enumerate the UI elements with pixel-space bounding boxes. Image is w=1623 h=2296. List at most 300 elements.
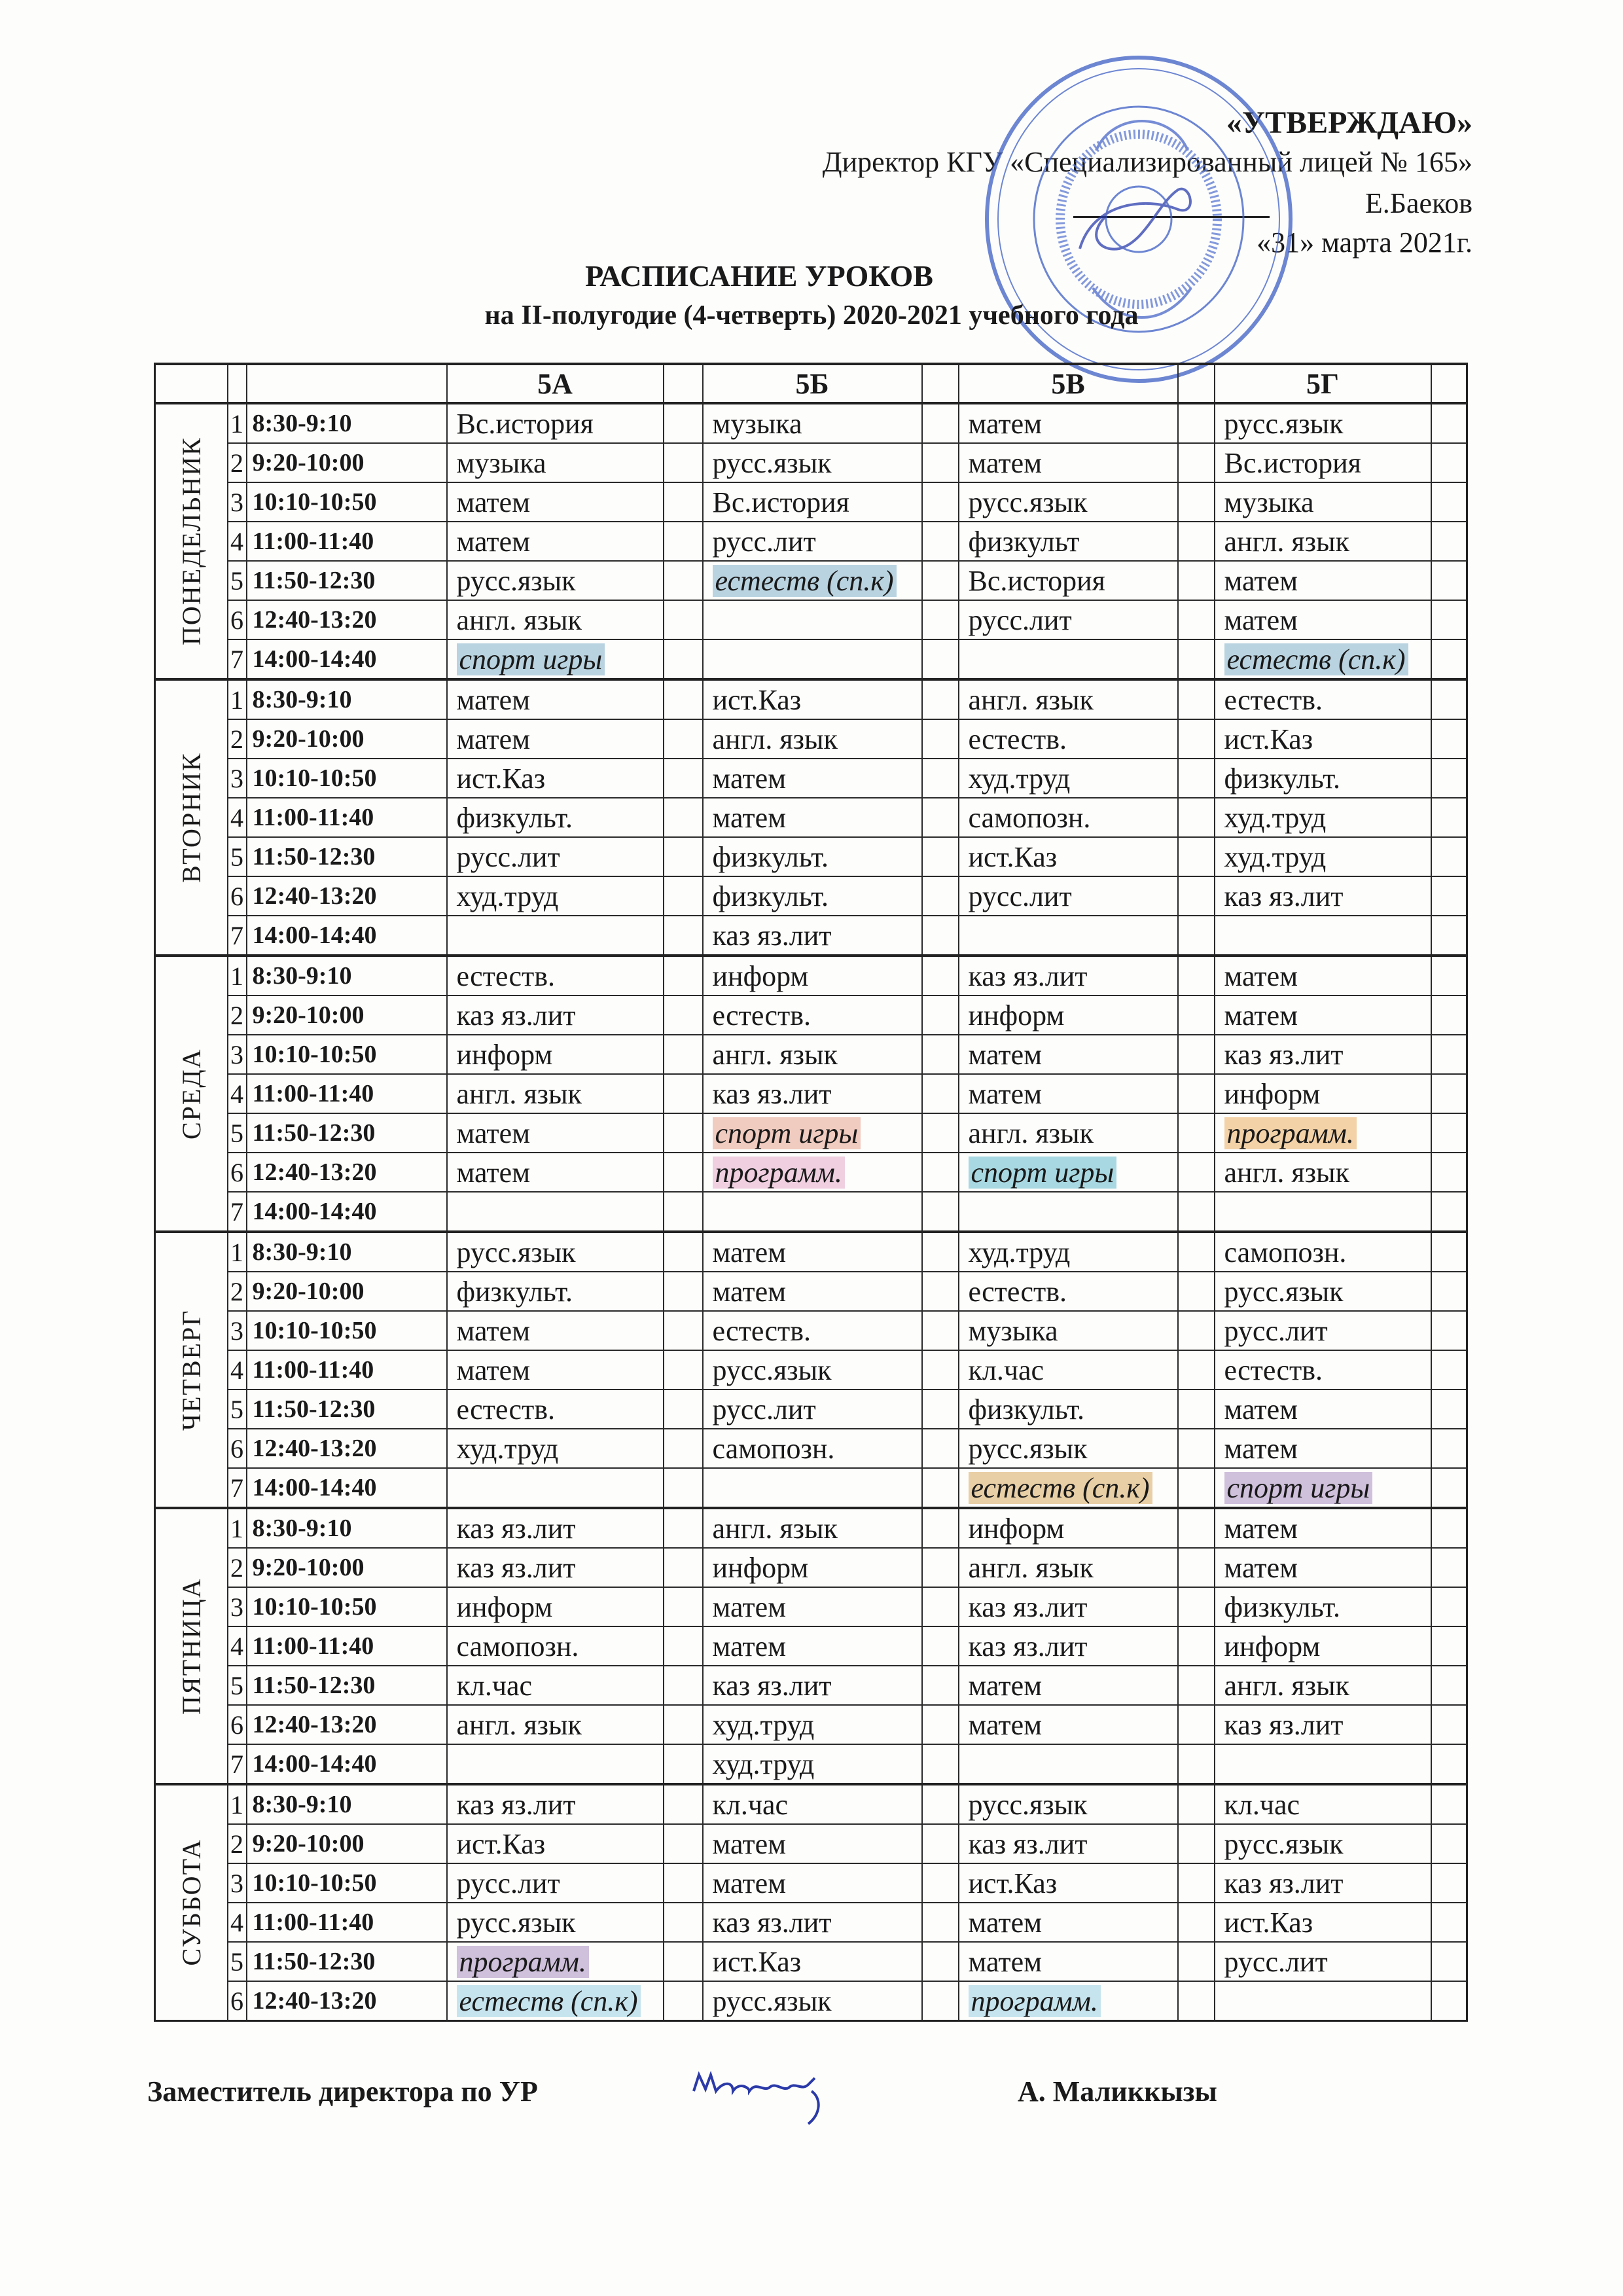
subject-cell — [959, 1903, 1178, 1942]
subject-cell — [447, 1981, 664, 2021]
spacer-cell — [922, 1903, 959, 1942]
lesson-time: 11:00-11:40 — [247, 522, 447, 561]
subject-text: худ.труд — [712, 1748, 815, 1780]
header-class-5a: 5А — [447, 364, 664, 403]
lesson-number: 3 — [228, 1311, 247, 1350]
day-label: ПОНЕДЕЛЬНИК — [155, 403, 228, 679]
subject-cell — [959, 1824, 1178, 1863]
spacer-cell — [922, 639, 959, 679]
subject-text: русс.язык — [1224, 1275, 1344, 1308]
subject-cell — [703, 876, 922, 916]
subject-text: кл.час — [712, 1788, 789, 1821]
spacer-cell — [664, 1626, 703, 1666]
spacer-cell — [1178, 1429, 1215, 1468]
header-spacer — [1178, 364, 1215, 403]
spacer-cell — [1178, 916, 1215, 956]
subject-cell — [447, 837, 664, 876]
subject-text: информ — [968, 999, 1065, 1031]
schedule-table — [154, 363, 1468, 2022]
lesson-number: 7 — [228, 639, 247, 679]
subject-text: естеств. — [1224, 683, 1323, 716]
subject-cell — [447, 1666, 664, 1705]
subject-cell — [959, 522, 1178, 561]
spacer-cell — [1431, 996, 1467, 1035]
spacer-cell — [922, 916, 959, 956]
subject-text: информ — [968, 1512, 1065, 1545]
subject-cell — [959, 1548, 1178, 1587]
subject-cell — [447, 403, 664, 443]
header-class-5g: 5Г — [1215, 364, 1431, 403]
lesson-row — [155, 996, 1467, 1035]
spacer-cell — [922, 1587, 959, 1626]
director-line: Директор КГУ «Специализированный лицей № 165» — [822, 146, 1472, 178]
subject-text: музыка — [712, 407, 802, 440]
subject-cell — [1215, 798, 1431, 837]
subject-text: русс.лит — [456, 840, 560, 873]
spacer-cell — [922, 482, 959, 522]
spacer-cell — [664, 1153, 703, 1192]
header-class-5v: 5В — [959, 364, 1178, 403]
lesson-time: 10:10-10:50 — [247, 1863, 447, 1903]
spacer-cell — [664, 719, 703, 759]
spacer-cell — [664, 1272, 703, 1311]
subject-text: каз яз.лит — [712, 1077, 832, 1110]
spacer-cell — [1178, 1784, 1215, 1824]
subject-cell — [703, 1508, 922, 1548]
subject-cell — [703, 561, 922, 600]
spacer-cell — [1178, 876, 1215, 916]
subject-text: информ — [1224, 1630, 1321, 1662]
deputy-position: Заместитель директора по УР — [147, 2075, 538, 2108]
subject-cell — [447, 1311, 664, 1350]
spacer-cell — [1431, 1744, 1467, 1784]
day-label: ЧЕТВЕРГ — [155, 1232, 228, 1508]
subject-text: кл.час — [1224, 1788, 1300, 1821]
spacer-cell — [1431, 837, 1467, 876]
spacer-cell — [1431, 1548, 1467, 1587]
subject-cell — [959, 719, 1178, 759]
lesson-row — [155, 639, 1467, 679]
spacer-cell — [1178, 1863, 1215, 1903]
subject-cell — [959, 1232, 1178, 1272]
subject-text: ист.Каз — [456, 1827, 546, 1860]
spacer-cell — [664, 1468, 703, 1508]
spacer-cell — [664, 1548, 703, 1587]
subject-cell — [447, 798, 664, 837]
subject-text: матем — [456, 1354, 531, 1386]
spacer-cell — [664, 1666, 703, 1705]
subject-text: русс.лит — [968, 603, 1072, 636]
lesson-number: 1 — [228, 1232, 247, 1272]
subject-cell — [1215, 522, 1431, 561]
subject-cell — [1215, 1468, 1431, 1508]
spacer-cell — [1178, 443, 1215, 482]
lesson-number: 4 — [228, 1350, 247, 1390]
lesson-number: 7 — [228, 1744, 247, 1784]
subject-text: матем — [1224, 564, 1298, 597]
spacer-cell — [922, 1666, 959, 1705]
spacer-cell — [922, 837, 959, 876]
spacer-cell — [1178, 1074, 1215, 1113]
lesson-number: 7 — [228, 916, 247, 956]
subject-text: информ — [456, 1038, 553, 1071]
subject-cell — [703, 798, 922, 837]
subject-cell — [703, 1666, 922, 1705]
spacer-cell — [922, 996, 959, 1035]
spacer-cell — [664, 1705, 703, 1744]
lesson-row — [155, 1192, 1467, 1232]
spacer-cell — [922, 403, 959, 443]
day-label: ВТОРНИК — [155, 679, 228, 956]
subject-text: Вс.история — [456, 407, 594, 440]
lesson-time: 9:20-10:00 — [247, 1272, 447, 1311]
subject-cell — [1215, 916, 1431, 956]
spacer-cell — [664, 561, 703, 600]
subject-cell — [447, 1626, 664, 1666]
spacer-cell — [922, 522, 959, 561]
spacer-cell — [1431, 1587, 1467, 1626]
highlighted-subject: спорт игры — [457, 643, 605, 675]
subject-text: матем — [1224, 603, 1298, 636]
subject-text: англ. язык — [968, 1117, 1094, 1149]
lesson-row — [155, 956, 1467, 996]
subject-cell — [1215, 1903, 1431, 1942]
subject-text: русс.язык — [1224, 407, 1344, 440]
lesson-time: 8:30-9:10 — [247, 1508, 447, 1548]
subject-text: худ.труд — [456, 880, 559, 912]
subject-text: кл.час — [456, 1669, 533, 1702]
lesson-time: 8:30-9:10 — [247, 1232, 447, 1272]
lesson-number: 2 — [228, 719, 247, 759]
subject-cell — [447, 679, 664, 719]
subject-cell — [447, 639, 664, 679]
subject-text: матем — [456, 1117, 531, 1149]
lesson-row — [155, 1390, 1467, 1429]
subject-cell — [447, 1942, 664, 1981]
highlighted-subject: программ. — [969, 1985, 1101, 2017]
spacer-cell — [1431, 1429, 1467, 1468]
spacer-cell — [1431, 1074, 1467, 1113]
lesson-time: 11:50-12:30 — [247, 837, 447, 876]
lesson-time: 11:00-11:40 — [247, 1074, 447, 1113]
spacer-cell — [664, 996, 703, 1035]
subject-text: матем — [1224, 1512, 1298, 1545]
subject-cell — [447, 1508, 664, 1548]
subject-text: каз яз.лит — [712, 1669, 832, 1702]
subject-cell — [447, 759, 664, 798]
subject-cell — [959, 1192, 1178, 1232]
spacer-cell — [1178, 798, 1215, 837]
subject-text: информ — [712, 1551, 809, 1584]
spacer-cell — [922, 679, 959, 719]
subject-cell — [447, 1705, 664, 1744]
subject-text: ист.Каз — [1224, 723, 1313, 755]
subject-text: естеств. — [456, 1393, 556, 1426]
subject-cell — [703, 1272, 922, 1311]
lesson-time: 12:40-13:20 — [247, 876, 447, 916]
spacer-cell — [1178, 600, 1215, 639]
subject-text: информ — [1224, 1077, 1321, 1110]
subject-text: каз яз.лит — [456, 1512, 576, 1545]
subject-cell — [1215, 1784, 1431, 1824]
subject-cell — [959, 1429, 1178, 1468]
spacer-cell — [922, 1113, 959, 1153]
subject-cell — [703, 759, 922, 798]
subject-text: естеств. — [712, 999, 812, 1031]
subject-text: матем — [712, 1867, 787, 1899]
spacer-cell — [922, 1350, 959, 1390]
subject-cell — [447, 482, 664, 522]
subject-text: Вс.история — [712, 486, 849, 518]
lesson-row — [155, 561, 1467, 600]
spacer-cell — [1431, 916, 1467, 956]
spacer-cell — [664, 759, 703, 798]
spacer-cell — [922, 876, 959, 916]
lesson-row — [155, 1074, 1467, 1113]
subject-text: матем — [712, 1590, 787, 1623]
subject-cell — [703, 1232, 922, 1272]
lesson-time: 10:10-10:50 — [247, 759, 447, 798]
subject-text: англ. язык — [712, 723, 838, 755]
spacer-cell — [1431, 1508, 1467, 1548]
deputy-name: А. Маликкызы — [1018, 2075, 1217, 2108]
lesson-time: 8:30-9:10 — [247, 679, 447, 719]
subject-cell — [959, 916, 1178, 956]
highlighted-subject: программ. — [713, 1157, 845, 1189]
lesson-number: 6 — [228, 1981, 247, 2021]
highlighted-subject: спорт игры — [1224, 1472, 1373, 1504]
spacer-cell — [1178, 759, 1215, 798]
subject-cell — [703, 956, 922, 996]
spacer-cell — [922, 1311, 959, 1350]
subject-cell — [959, 1508, 1178, 1548]
header-day — [155, 364, 228, 403]
lesson-row — [155, 403, 1467, 443]
subject-cell — [1215, 1113, 1431, 1153]
spacer-cell — [922, 1429, 959, 1468]
spacer-cell — [1178, 1666, 1215, 1705]
subject-text: матем — [968, 1906, 1043, 1939]
subject-cell — [1215, 1074, 1431, 1113]
spacer-cell — [1178, 1981, 1215, 2021]
subject-cell — [447, 1035, 664, 1074]
subject-cell — [959, 443, 1178, 482]
spacer-cell — [922, 1705, 959, 1744]
lesson-time: 9:20-10:00 — [247, 443, 447, 482]
spacer-cell — [922, 1784, 959, 1824]
spacer-cell — [1178, 522, 1215, 561]
lesson-row — [155, 1666, 1467, 1705]
subject-cell — [447, 1232, 664, 1272]
subject-cell — [703, 403, 922, 443]
lesson-number: 4 — [228, 1903, 247, 1942]
lesson-row — [155, 837, 1467, 876]
subject-cell — [447, 1153, 664, 1192]
subject-cell — [1215, 1626, 1431, 1666]
subject-text: каз яз.лит — [712, 1906, 832, 1939]
lesson-number: 4 — [228, 798, 247, 837]
spacer-cell — [922, 1232, 959, 1272]
spacer-cell — [922, 1942, 959, 1981]
subject-cell — [447, 1113, 664, 1153]
header-time — [247, 364, 447, 403]
lesson-number: 3 — [228, 1035, 247, 1074]
spacer-cell — [664, 1192, 703, 1232]
spacer-cell — [922, 1744, 959, 1784]
subject-cell — [703, 600, 922, 639]
subject-text: англ. язык — [712, 1512, 838, 1545]
lesson-row — [155, 1903, 1467, 1942]
highlighted-subject: программ. — [1224, 1117, 1357, 1149]
day-label: СРЕДА — [155, 956, 228, 1232]
subject-cell — [703, 1548, 922, 1587]
subject-text: физкульт. — [1224, 1590, 1341, 1623]
spacer-cell — [1178, 1192, 1215, 1232]
subject-cell — [1215, 1981, 1431, 2021]
lesson-number: 3 — [228, 1863, 247, 1903]
subject-text: Вс.история — [968, 564, 1105, 597]
spacer-cell — [922, 956, 959, 996]
lesson-time: 10:10-10:50 — [247, 482, 447, 522]
spacer-cell — [1431, 522, 1467, 561]
lesson-time: 11:50-12:30 — [247, 1942, 447, 1981]
subject-cell — [703, 1981, 922, 2021]
spacer-cell — [1431, 1903, 1467, 1942]
highlighted-subject: естеств (сп.к) — [969, 1472, 1152, 1504]
subject-cell — [703, 1113, 922, 1153]
subject-cell — [1215, 1508, 1431, 1548]
highlighted-subject: естеств (сп.к) — [457, 1985, 641, 2017]
lesson-number: 1 — [228, 1508, 247, 1548]
subject-text: каз яз.лит — [456, 999, 576, 1031]
subject-cell — [703, 837, 922, 876]
lesson-row — [155, 1035, 1467, 1074]
subject-cell — [959, 1942, 1178, 1981]
spacer-cell — [1431, 482, 1467, 522]
lesson-number: 2 — [228, 1824, 247, 1863]
spacer-cell — [664, 798, 703, 837]
lesson-number: 3 — [228, 482, 247, 522]
subject-text: русс.язык — [712, 1354, 832, 1386]
lesson-number: 6 — [228, 1153, 247, 1192]
lesson-row — [155, 759, 1467, 798]
subject-cell — [447, 1903, 664, 1942]
spacer-cell — [664, 1981, 703, 2021]
lesson-row — [155, 1153, 1467, 1192]
subject-text: матем — [712, 1827, 787, 1860]
subject-text: англ. язык — [456, 1077, 582, 1110]
spacer-cell — [922, 1468, 959, 1508]
lesson-row — [155, 916, 1467, 956]
spacer-cell — [1431, 639, 1467, 679]
subject-text: худ.труд — [456, 1432, 559, 1465]
subject-text: матем — [1224, 1393, 1298, 1426]
subject-cell — [1215, 759, 1431, 798]
spacer-cell — [1178, 403, 1215, 443]
spacer-cell — [922, 1390, 959, 1429]
spacer-cell — [922, 1981, 959, 2021]
spacer-cell — [1431, 443, 1467, 482]
subject-text: англ. язык — [1224, 1669, 1349, 1702]
spacer-cell — [922, 1548, 959, 1587]
spacer-cell — [664, 482, 703, 522]
spacer-cell — [922, 1626, 959, 1666]
subject-cell — [1215, 1942, 1431, 1981]
subject-text: русс.лит — [712, 525, 816, 558]
spacer-cell — [664, 639, 703, 679]
lesson-number: 5 — [228, 1666, 247, 1705]
lesson-number: 5 — [228, 837, 247, 876]
subject-cell — [1215, 561, 1431, 600]
subject-cell — [447, 600, 664, 639]
subject-text: физкульт. — [712, 840, 829, 873]
spacer-cell — [1431, 1784, 1467, 1824]
subject-cell — [959, 1035, 1178, 1074]
subject-cell — [959, 1350, 1178, 1390]
spacer-cell — [1431, 679, 1467, 719]
subject-text: матем — [1224, 999, 1298, 1031]
subject-text: русс.лит — [712, 1393, 816, 1426]
lesson-row — [155, 443, 1467, 482]
lesson-time: 11:00-11:40 — [247, 798, 447, 837]
lesson-row — [155, 1824, 1467, 1863]
subject-text: информ — [712, 960, 809, 992]
subject-cell — [447, 1863, 664, 1903]
subject-cell — [703, 1074, 922, 1113]
subject-text: физкульт. — [712, 880, 829, 912]
header-spacer — [1431, 364, 1467, 403]
spacer-cell — [922, 759, 959, 798]
lesson-time: 11:50-12:30 — [247, 1390, 447, 1429]
lesson-time: 12:40-13:20 — [247, 1153, 447, 1192]
spacer-cell — [1178, 1272, 1215, 1311]
spacer-cell — [922, 1272, 959, 1311]
subject-text: русс.язык — [456, 1236, 576, 1268]
lesson-number: 5 — [228, 1942, 247, 1981]
lesson-number: 6 — [228, 876, 247, 916]
subject-cell — [959, 798, 1178, 837]
subject-text: физкульт. — [456, 1275, 573, 1308]
subject-cell — [703, 1587, 922, 1626]
subject-cell — [703, 1350, 922, 1390]
subject-text: каз яз.лит — [1224, 1867, 1344, 1899]
spacer-cell — [922, 1153, 959, 1192]
subject-text: русс.язык — [968, 1788, 1088, 1821]
spacer-cell — [1178, 679, 1215, 719]
subject-cell — [447, 1468, 664, 1508]
subject-text: физкульт. — [1224, 762, 1341, 795]
subject-cell — [703, 1311, 922, 1350]
subject-text: каз яз.лит — [968, 1827, 1088, 1860]
subject-text: матем — [712, 801, 787, 834]
lesson-row — [155, 798, 1467, 837]
spacer-cell — [1178, 1390, 1215, 1429]
spacer-cell — [922, 1863, 959, 1903]
subject-text: матем — [968, 407, 1043, 440]
lesson-time: 14:00-14:40 — [247, 639, 447, 679]
subject-cell — [959, 600, 1178, 639]
subject-cell — [703, 1942, 922, 1981]
subject-cell — [703, 1192, 922, 1232]
subject-cell — [1215, 996, 1431, 1035]
subject-text: матем — [456, 723, 531, 755]
lesson-number: 1 — [228, 679, 247, 719]
subject-cell — [447, 719, 664, 759]
subject-text: худ.труд — [1224, 801, 1327, 834]
subject-cell — [447, 1272, 664, 1311]
spacer-cell — [1431, 1153, 1467, 1192]
spacer-cell — [664, 1390, 703, 1429]
